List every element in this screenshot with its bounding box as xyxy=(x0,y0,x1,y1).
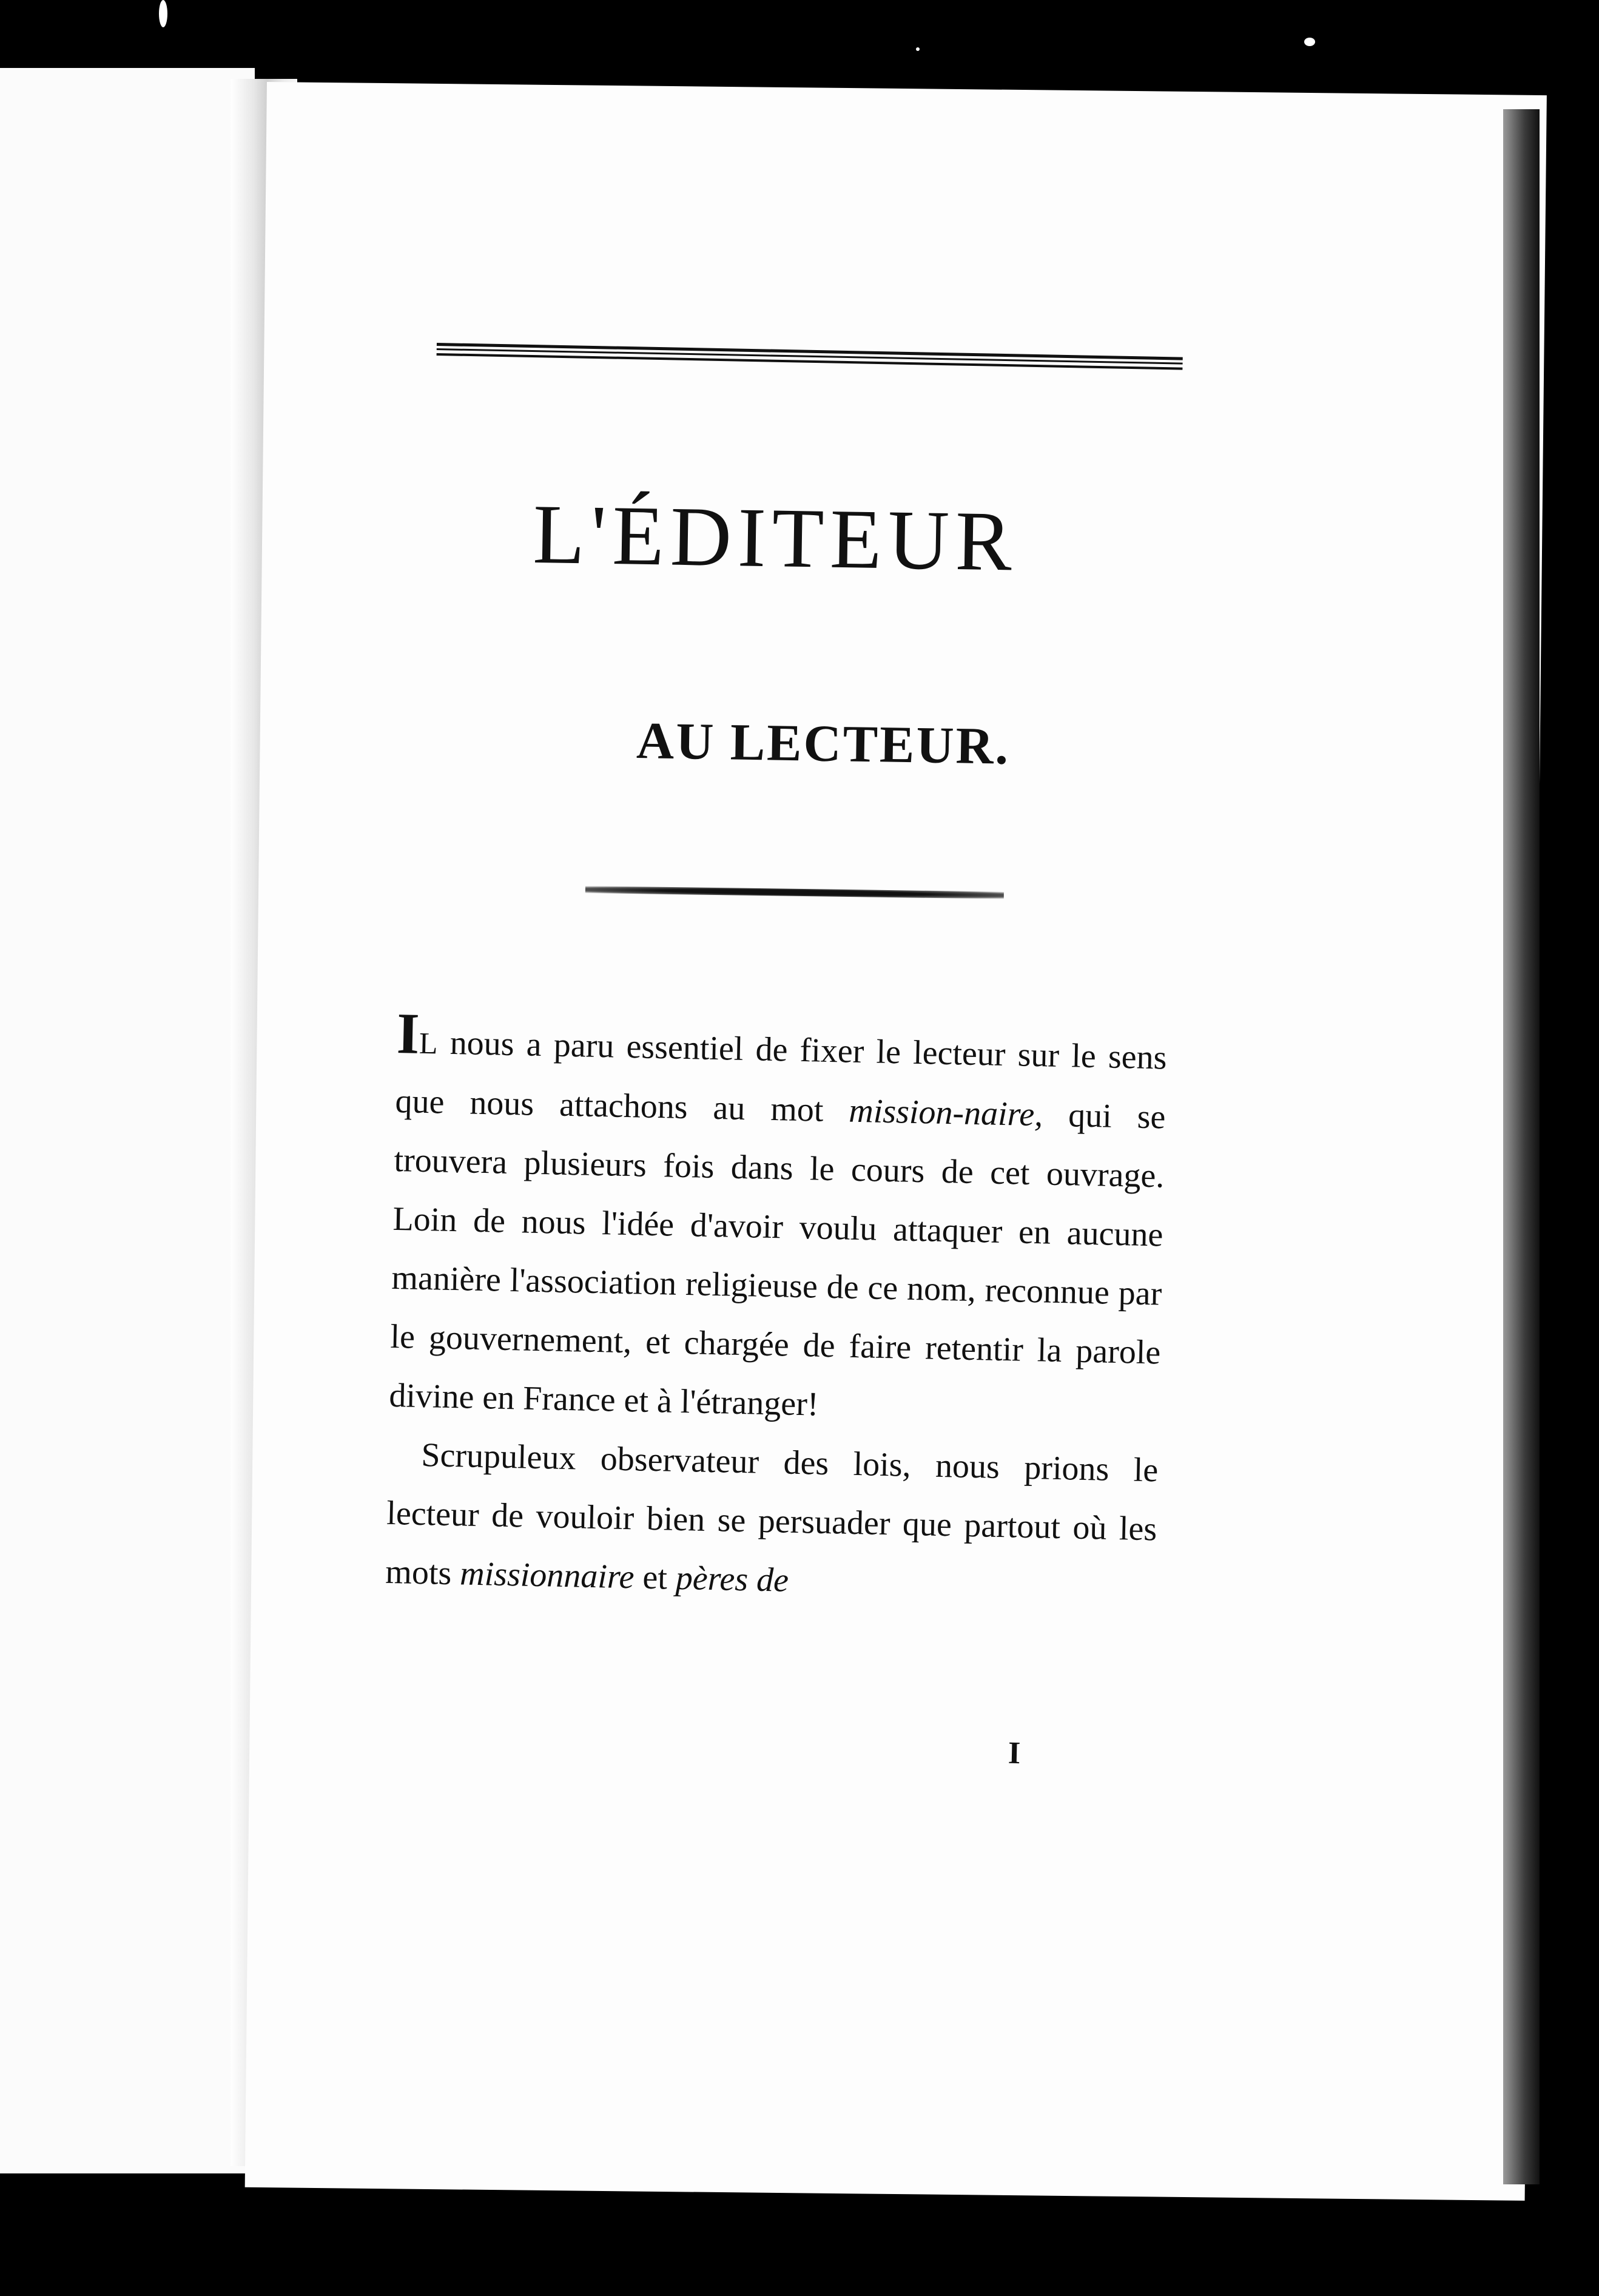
paragraph-1-text-a: nous a paru essentiel de fixer le lecteur sur le sens que nous attachons au mot xyxy=(395,1024,1168,1130)
paragraph-1-text-b: qui se trouvera plusieurs fois dans le cours de cet ouvrage. Loin de nous l'idée d'avoir voulu attaquer en aucune manière l'association religieuse de ce nom, reconnue par le gouvernement, et chargée de faire retentir la parole divine en France et à l'étranger! xyxy=(388,1096,1166,1423)
page-title: L'ÉDITEUR xyxy=(532,487,1019,589)
drop-cap: I xyxy=(396,1001,420,1066)
drop-cap-rest: L xyxy=(419,1025,439,1061)
paragraph-2-italic-2: pères de xyxy=(675,1559,789,1599)
paragraph-1-italic: mission-naire, xyxy=(848,1092,1043,1134)
paragraph-2-text-a: Scrupuleux observateur des lois, nous prions le lecteur de vouloir bien se persuader que partout où les mots xyxy=(385,1436,1159,1593)
scan-speck xyxy=(1304,38,1315,46)
paragraph-2 xyxy=(385,1425,1159,1618)
scan-speck xyxy=(159,0,167,27)
scan-speck xyxy=(916,47,920,51)
paragraph-2-italic-1: missionnaire xyxy=(459,1555,635,1596)
page-subtitle: AU LECTEUR. xyxy=(636,711,1011,775)
paragraph-1 xyxy=(388,1001,1168,1441)
page-edge xyxy=(1503,109,1540,2184)
paragraph-2-text-b: et xyxy=(633,1558,676,1597)
left-page xyxy=(0,68,255,2173)
page-number: I xyxy=(1008,1735,1021,1771)
body-text xyxy=(385,1001,1168,1618)
